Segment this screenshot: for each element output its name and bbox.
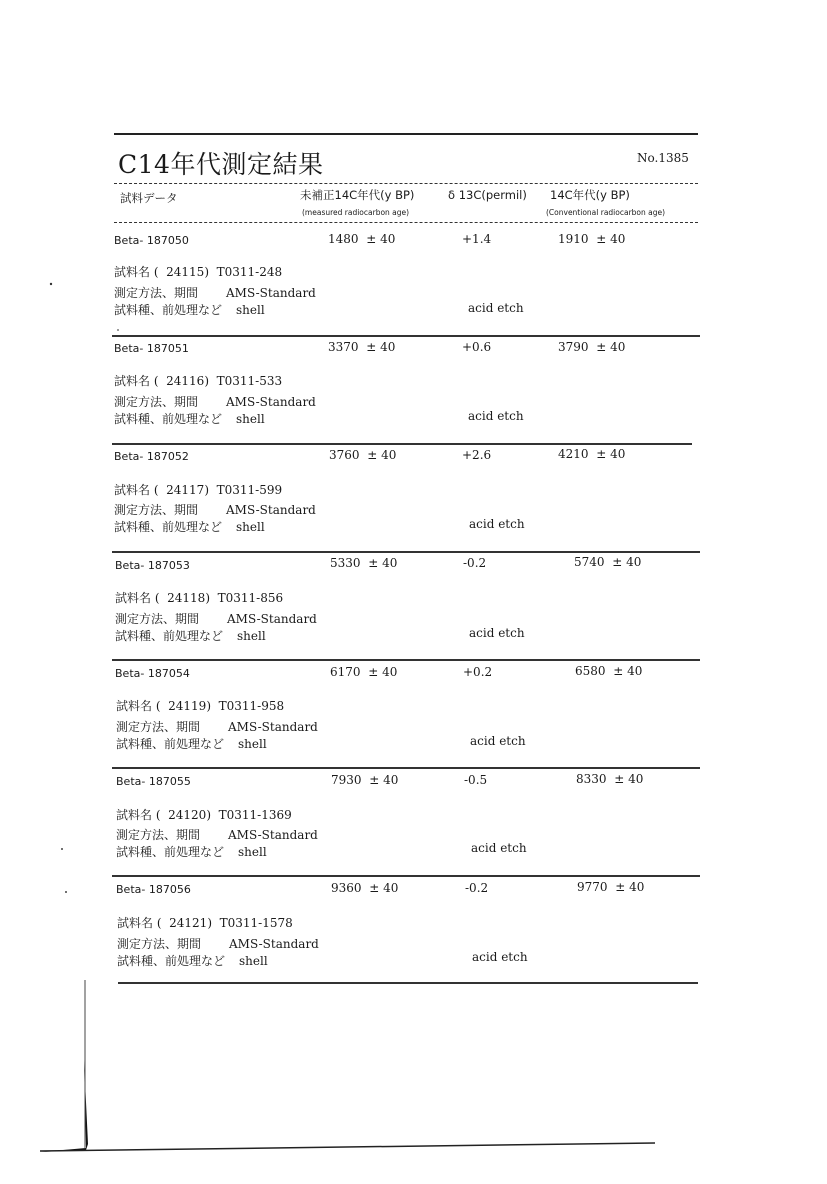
scan-fold-shadow [40, 1060, 88, 1152]
sample-type-row: 試料種、前処理など shell [116, 845, 267, 859]
method-row: 測定方法、期間 AMS-Standard [116, 828, 318, 842]
column-header-measured-age: 未補正14C年代(y BP) [300, 188, 415, 202]
bottom-rule [118, 982, 698, 984]
plus-minus-sign: ± [614, 772, 625, 786]
conventional-age: 6580 ± 40 [575, 664, 643, 678]
method-row: 測定方法、期間 AMS-Standard [114, 503, 316, 517]
sample-name-row: 試料名 ( 24116) T0311-533 [114, 374, 283, 388]
plus-minus-sign: ± [612, 555, 623, 569]
conventional-age: 3790 ± 40 [558, 340, 626, 354]
sample-record [0, 556, 827, 664]
sample-record [0, 772, 827, 880]
method-row: 測定方法、期間 AMS-Standard [116, 720, 318, 734]
delta13c-value: -0.5 [464, 773, 488, 787]
pretreatment: acid etch [471, 841, 527, 855]
conventional-age: 8330 ± 40 [576, 772, 644, 786]
conventional-age: 1910 ± 40 [558, 232, 626, 246]
method-row: 測定方法、期間 AMS-Standard [117, 937, 319, 951]
lab-id: Beta- 187054 [115, 667, 190, 680]
pretreatment: acid etch [469, 517, 525, 531]
record-divider [112, 767, 700, 769]
plus-minus-sign: ± [366, 340, 377, 354]
measured-age: 3760 ± 40 [329, 448, 397, 462]
record-divider [112, 659, 700, 661]
sample-type-row: 試料種、前処理など shell [114, 412, 265, 426]
sample-name-row: 試料名 ( 24118) T0311-856 [115, 591, 284, 605]
method-row: 測定方法、期間 AMS-Standard [114, 286, 316, 300]
delta13c-value: +0.2 [463, 665, 493, 679]
pretreatment: acid etch [470, 734, 526, 748]
sample-name-row: 試料名 ( 24115) T0311-248 [114, 265, 283, 279]
sample-type-row: 試料種、前処理など shell [116, 737, 267, 751]
plus-minus-sign: ± [368, 556, 379, 570]
top-rule [114, 133, 698, 135]
conventional-age: 5740 ± 40 [574, 555, 642, 569]
plus-minus-sign: ± [596, 447, 607, 461]
lab-id: Beta- 187055 [116, 775, 191, 788]
measured-age: 1480 ± 40 [328, 232, 396, 246]
plus-minus-sign: ± [596, 232, 607, 246]
plus-minus-sign: ± [369, 773, 380, 787]
plus-minus-sign: ± [369, 881, 380, 895]
sample-type-row: 試料種、前処理など shell [117, 954, 268, 968]
record-divider [112, 551, 700, 553]
sample-record [0, 340, 827, 448]
sample-record [0, 880, 827, 988]
column-subheader-conventional-age: (Conventional radiocarbon age) [546, 208, 666, 217]
plus-minus-sign: ± [367, 448, 378, 462]
pretreatment: acid etch [472, 950, 528, 964]
header-bottom-divider [114, 222, 698, 223]
pretreatment: acid etch [468, 409, 524, 423]
delta13c-value: -0.2 [463, 556, 487, 570]
measured-age: 7930 ± 40 [331, 773, 399, 787]
plus-minus-sign: ± [615, 880, 626, 894]
delta13c-value: -0.2 [465, 881, 489, 895]
record-divider [112, 875, 700, 877]
sample-type-row: 試料種、前処理など shell [114, 303, 265, 317]
column-header-conventional-age: 14C年代(y BP) [550, 188, 630, 202]
measured-age: 3370 ± 40 [328, 340, 396, 354]
sample-name-row: 試料名 ( 24120) T0311-1369 [116, 808, 292, 822]
lab-id: Beta- 187050 [114, 234, 189, 247]
scan-bottom-line [40, 1143, 655, 1151]
delta13c-value: +2.6 [462, 448, 492, 462]
plus-minus-sign: ± [366, 232, 377, 246]
header-top-divider [114, 183, 698, 184]
sample-name-row: 試料名 ( 24121) T0311-1578 [117, 916, 293, 930]
page-title: C14年代測定結果 [118, 150, 324, 179]
lab-id: Beta- 187051 [114, 342, 189, 355]
lab-id: Beta- 187056 [116, 883, 191, 896]
pretreatment: acid etch [468, 301, 524, 315]
plus-minus-sign: ± [368, 665, 379, 679]
method-row: 測定方法、期間 AMS-Standard [114, 395, 316, 409]
sample-name-row: 試料名 ( 24119) T0311-958 [116, 699, 285, 713]
measured-age: 5330 ± 40 [330, 556, 398, 570]
conventional-age: 9770 ± 40 [577, 880, 645, 894]
lab-id: Beta- 187052 [114, 450, 189, 463]
record-divider [112, 443, 692, 445]
method-row: 測定方法、期間 AMS-Standard [115, 612, 317, 626]
plus-minus-sign: ± [596, 340, 607, 354]
plus-minus-sign: ± [613, 664, 624, 678]
record-divider [112, 335, 700, 337]
lab-id: Beta- 187053 [115, 559, 190, 572]
sample-record [0, 232, 827, 340]
measured-age: 6170 ± 40 [330, 665, 398, 679]
sample-type-row: 試料種、前処理など shell [114, 520, 265, 534]
column-header-sample-data: 試料データ [120, 191, 178, 205]
delta13c-value: +0.6 [462, 340, 492, 354]
sample-name-row: 試料名 ( 24117) T0311-599 [114, 483, 283, 497]
conventional-age: 4210 ± 40 [558, 447, 626, 461]
sample-record [0, 448, 827, 556]
delta13c-value: +1.4 [462, 232, 492, 246]
column-subheader-measured-age: (measured radiocarbon age) [302, 208, 410, 217]
document-number: No.1385 [637, 151, 689, 165]
sample-record [0, 664, 827, 772]
pretreatment: acid etch [469, 626, 525, 640]
column-header-delta13c: δ 13C(permil) [448, 188, 527, 202]
measured-age: 9360 ± 40 [331, 881, 399, 895]
sample-type-row: 試料種、前処理など shell [115, 629, 266, 643]
